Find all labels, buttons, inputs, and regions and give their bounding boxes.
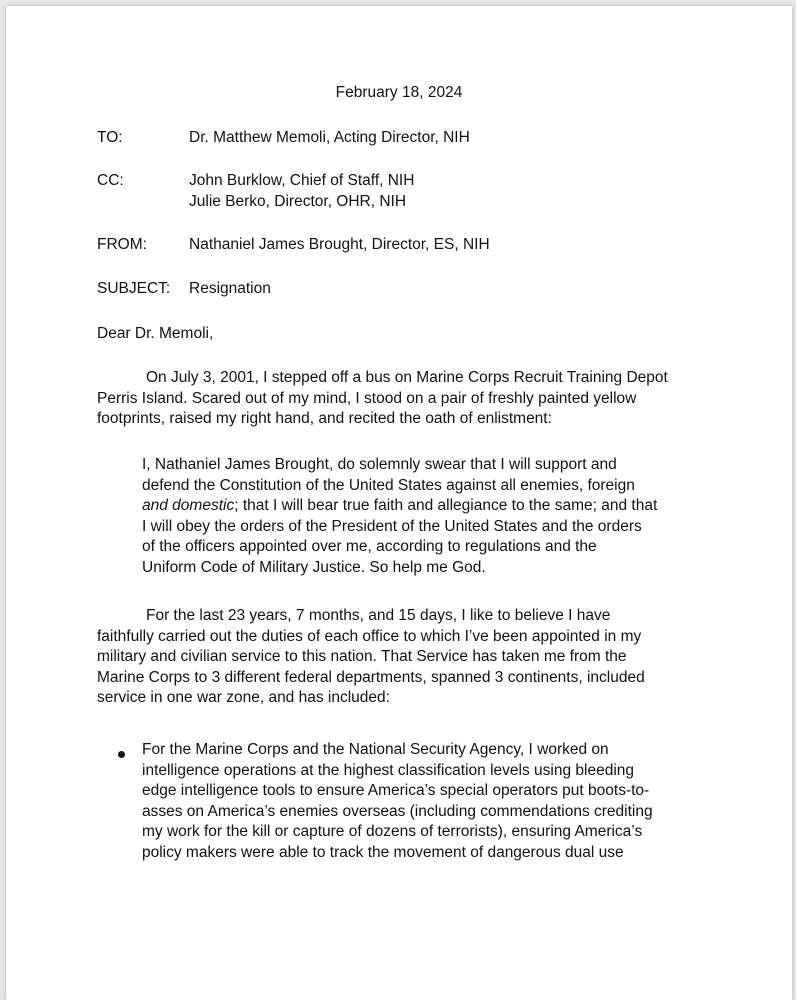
bullet-item — [142, 740, 742, 863]
paragraph-service — [97, 606, 737, 709]
bullet-line: asses on America’s enemies overseas (including commendations crediting — [142, 802, 653, 820]
paragraph-line: Marine Corps to 3 different federal departments, spanned 3 continents, included — [97, 668, 645, 686]
subject-value: Resignation — [189, 280, 271, 297]
cc-value-1: John Burklow, Chief of Staff, NIH — [189, 172, 415, 189]
salutation: Dear Dr. Memoli, — [97, 325, 214, 342]
paragraph-line: For the last 23 years, 7 months, and 15 days, I like to believe I have — [146, 607, 611, 624]
paragraph-line: On July 3, 2001, I stepped off a bus on Marine Corps Recruit Training Depot — [146, 369, 668, 386]
bullet-line: intelligence operations at the highest classification levels using bleeding — [142, 761, 635, 779]
oath-line: I will obey the orders of the President of the United States and the orders — [142, 517, 642, 535]
bullet-icon — [118, 751, 125, 758]
paragraph-line: faithfully carried out the duties of each office to which I’ve been appointed in my — [97, 627, 642, 645]
bullet-line: policy makers were able to track the movement of dangerous dual use — [142, 843, 624, 861]
bullet-line: For the Marine Corps and the National Security Agency, I worked on — [142, 741, 609, 758]
letter-date: February 18, 2024 — [335, 84, 463, 101]
oath-quote — [142, 455, 742, 578]
bullet-line: edge intelligence tools to ensure America’s special operators put boots-to- — [142, 782, 650, 799]
oath-line: of the officers appointed over me, according to regulations and the — [142, 538, 597, 555]
to-label: TO: — [97, 129, 123, 146]
oath-line: I, Nathaniel James Brought, do solemnly swear that I will support and — [142, 456, 617, 473]
paragraph-line: service in one war zone, and has included: — [97, 689, 390, 706]
oath-line: Uniform Code of Military Justice. So help me God. — [142, 558, 486, 576]
bullet-line: my work for the kill or capture of dozens of terrorists), ensuring America’s — [142, 823, 643, 840]
paragraph-line: footprints, raised my right hand, and recited the oath of enlistment: — [97, 410, 552, 427]
oath-line: defend the Constitution of the United States against all enemies, foreign — [142, 476, 635, 494]
oath-line — [142, 496, 742, 517]
oath-line-rest: ; that I will bear true faith and allegiance to the same; and that — [234, 497, 658, 514]
from-value: Nathaniel James Brought, Director, ES, NIH — [189, 236, 490, 253]
subject-label: SUBJECT: — [97, 280, 171, 297]
to-value: Dr. Matthew Memoli, Acting Director, NIH — [189, 129, 470, 146]
paragraph-line: military and civilian service to this nation. That Service has taken me from the — [97, 648, 627, 665]
cc-value-2: Julie Berko, Director, OHR, NIH — [189, 193, 407, 210]
cc-label: CC: — [97, 172, 124, 189]
from-label: FROM: — [97, 236, 147, 253]
paragraph-line: Perris Island. Scared out of my mind, I stood on a pair of freshly painted yellow — [97, 389, 637, 407]
oath-italic-phrase: and domestic — [142, 497, 235, 514]
letter-page — [6, 6, 792, 1000]
paragraph-enlistment — [97, 368, 737, 430]
